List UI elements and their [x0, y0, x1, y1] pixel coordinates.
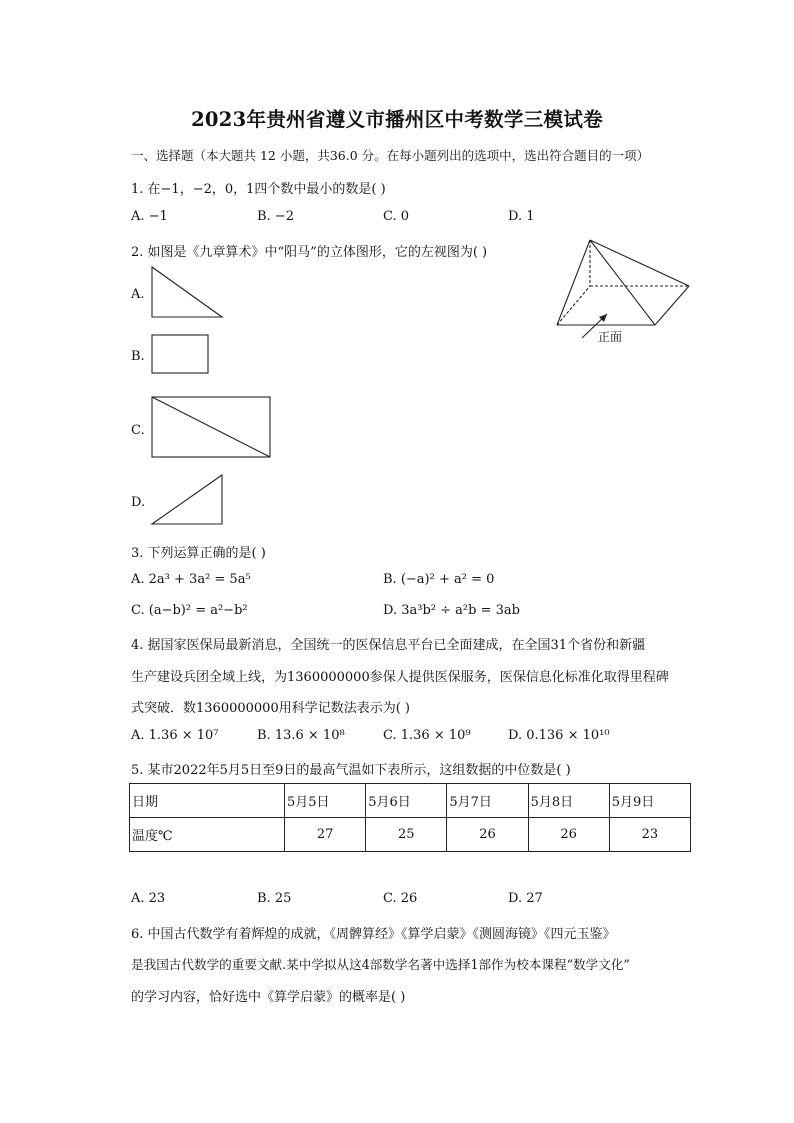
question-2-stem: 2. 如图是《九章算术》中“阳马”的立体图形，它的左视图为( )	[131, 245, 488, 260]
question-5-stem: 5. 某市2022年5月5日至9日的最高气温如下表所示，这组数据的中位数是( )	[131, 763, 571, 778]
section-heading: 一、选择题（本大题共 12 小题，共36.0 分。在每小题列出的选项中，选出符合题目的一项）	[131, 148, 650, 163]
q3-option-a: A. 2a³ + 3a² = 5a⁵	[131, 572, 251, 587]
q2-option-a-triangle-figure	[151, 266, 226, 320]
q5-option-a: A. 23	[131, 891, 166, 906]
q4-option-d: D. 0.136 × 10¹⁰	[508, 728, 610, 743]
q2-option-b-rectangle-figure	[151, 334, 211, 376]
question-4-line-3: 式突破．数1360000000用科学记数法表示为( )	[131, 701, 410, 716]
q3-option-b: B. (−a)² + a² = 0	[383, 572, 495, 587]
temperature-table	[129, 783, 691, 852]
q2-option-d-triangle-figure	[151, 474, 226, 528]
question-6-line-3: 的学习内容，恰好选中《算学启蒙》的概率是( )	[131, 990, 406, 1005]
table-cell-date: 5月6日	[366, 784, 447, 818]
table-cell-date: 5月5日	[285, 784, 366, 818]
q1-option-d: D. 1	[508, 209, 535, 224]
table-cell-temp: 25	[366, 818, 447, 852]
q1-option-b: B. −2	[257, 209, 294, 224]
question-4-line-1: 4. 据国家医保局最新消息，全国统一的医保信息平台已全面建成，在全国31个省份和新疆	[131, 638, 646, 653]
table-cell-temp: 27	[285, 818, 366, 852]
q3-option-c: C. (a−b)² = a²−b²	[131, 603, 248, 618]
table-header-date: 日期	[130, 784, 285, 818]
table-row	[130, 784, 691, 818]
table-cell-date: 5月7日	[447, 784, 528, 818]
table-cell-date: 5月8日	[528, 784, 609, 818]
question-6-line-1: 6. 中国古代数学有着辉煌的成就，《周髀算经》《算学启蒙》《测圆海镜》《四元玉鉴》	[131, 927, 616, 942]
question-4-line-2: 生产建设兵团全域上线，为1360000000参保人提供医保服务，医保信息化标准化取得里程碑	[131, 670, 669, 685]
table-cell-temp: 23	[609, 818, 690, 852]
q1-option-a: A. −1	[131, 209, 168, 224]
q2-option-c-label: C.	[131, 423, 145, 438]
question-3-stem: 3. 下列运算正确的是( )	[131, 546, 266, 561]
q4-option-b: B. 13.6 × 10⁸	[257, 728, 345, 743]
front-view-label: 正面	[598, 330, 623, 344]
q2-option-a-label: A.	[131, 287, 145, 302]
yangma-pyramid-figure	[550, 236, 725, 346]
q5-option-d: D. 27	[508, 891, 543, 906]
q3-option-d: D. 3a³b² ÷ a²b = 3ab	[383, 603, 520, 618]
q5-option-b: B. 25	[257, 891, 292, 906]
table-cell-date: 5月9日	[609, 784, 690, 818]
q1-option-c: C. 0	[383, 209, 410, 224]
table-cell-temp: 26	[447, 818, 528, 852]
page-title: 2023年贵州省遵义市播州区中考数学三模试卷	[191, 108, 603, 131]
question-1-stem: 1. 在−1，−2，0，1四个数中最小的数是( )	[131, 182, 386, 197]
q2-option-c-rectangle-diagonal-figure	[151, 396, 273, 460]
question-6-line-2: 是我国古代数学的重要文献.某中学拟从这4部数学名著中选择1部作为校本课程“数学文化”	[131, 957, 630, 972]
q2-option-d-label: D.	[131, 495, 146, 510]
table-row	[130, 818, 691, 852]
q4-option-a: A. 1.36 × 10⁷	[131, 728, 219, 743]
q2-option-b-label: B.	[131, 349, 145, 364]
q4-option-c: C. 1.36 × 10⁹	[383, 728, 471, 743]
q5-option-c: C. 26	[383, 891, 418, 906]
table-cell-temp: 26	[528, 818, 609, 852]
table-header-temp: 温度℃	[130, 818, 285, 852]
